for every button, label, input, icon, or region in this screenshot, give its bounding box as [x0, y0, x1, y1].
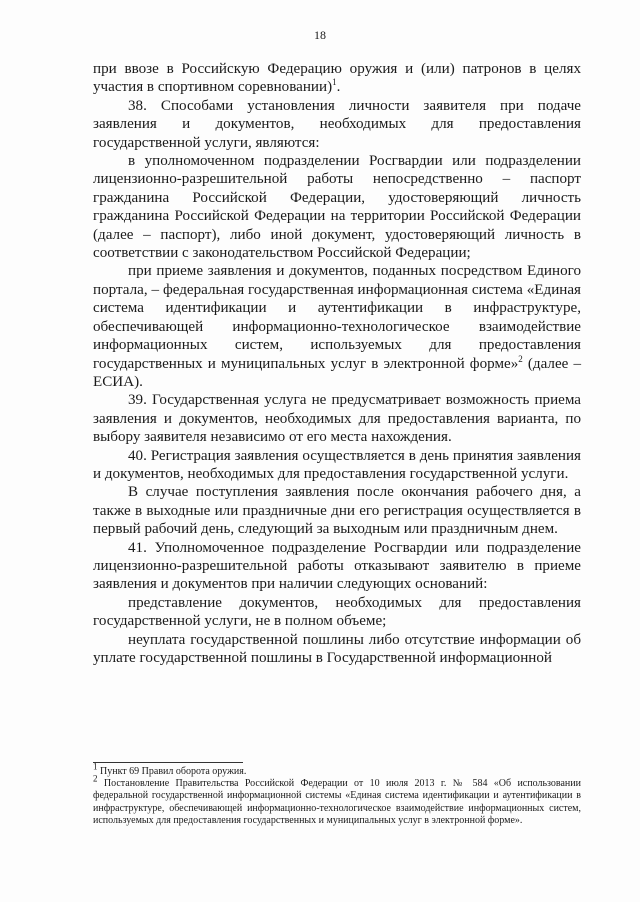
paragraph-41: 41. Уполномоченное подразделение Росгвардии или подразделение лицензионно-разрешительной работы отказывают заявителю в приеме заявления и документов при наличии следующих оснований:: [93, 539, 581, 593]
footnote-divider: [93, 762, 243, 763]
footnote-2: $^2$ Постановление Правительства Российской Федерации от 10 июля 2013 г. № 584 «Об использовании федеральной государственной информационной системы «Единая система идентификации и аутентификации в инфраструктуре, обеспечивающей информационно-технологическое взаимодействие информационных систем, используемых для предоставления государственных и муниципальных услуг в электронной форме».: [93, 773, 581, 826]
page-number: 18: [314, 28, 326, 42]
footnotes: [93, 761, 581, 827]
paragraph-unpaid-fee: неуплата государственной пошлины либо отсутствие информации об уплате государственной пошлины в Государственной информационной: [93, 631, 581, 666]
document-body: [93, 60, 581, 667]
paragraph-esia: при приеме заявления и документов, поданных посредством Единого портала, – федеральная государственная информационная система «Единая система идентификации и аутентификации в инфраструктуре, обеспечивающей информационно-технологическое взаимодействие информационных систем, используемых для предоставления государственных и муниципальных услуг в электронной форме»$^2$ (далее – ЕСИА).: [93, 263, 582, 390]
paragraph-39: 39. Государственная услуга не предусматривает возможность приема заявления и документов, необходимых для предоставления варианта, по выбору заявителя независимо от его места нахождения.: [93, 392, 581, 446]
paragraph-40: 40. Регистрация заявления осуществляется в день принятия заявления и документов, необходимых для предоставления государственной услуги.: [93, 447, 581, 482]
paragraph-incomplete-documents: представление документов, необходимых для предоставления государственной услуги, не в полном объеме;: [93, 594, 581, 630]
paragraph-continuation: при ввозе в Российскую Федерацию оружия и (или) патронов в целях участия в спортивном соревновании)$^1$.: [93, 61, 581, 96]
footnote-ref-2: 2: [518, 353, 523, 364]
paragraph-in-person: в уполномоченном подразделении Росгвардии или подразделении лицензионно-разрешительной работы непосредственно – паспорт гражданина Российской Федерации, удостоверяющий личность гражданина Российской Федерации на территории Российской Федерации (далее – паспорт), либо иной документ, удостоверяющий личность в соответствии с законодательством Российской Федерации;: [93, 153, 581, 262]
paragraph-late-submission: В случае поступления заявления после окончания рабочего дня, а также в выходные или праздничные дни его регистрация осуществляется в первый рабочий день, следующий за выходным или праздничным днем.: [93, 484, 581, 538]
paragraph-38: 38. Способами установления личности заявителя при подаче заявления и документов, необходимых для предоставления государственной услуги, являются:: [93, 97, 581, 151]
footnote-ref-1: 1: [332, 77, 337, 88]
footnote-1: $^1$ Пункт 69 Правил оборота оружия.: [93, 761, 247, 777]
